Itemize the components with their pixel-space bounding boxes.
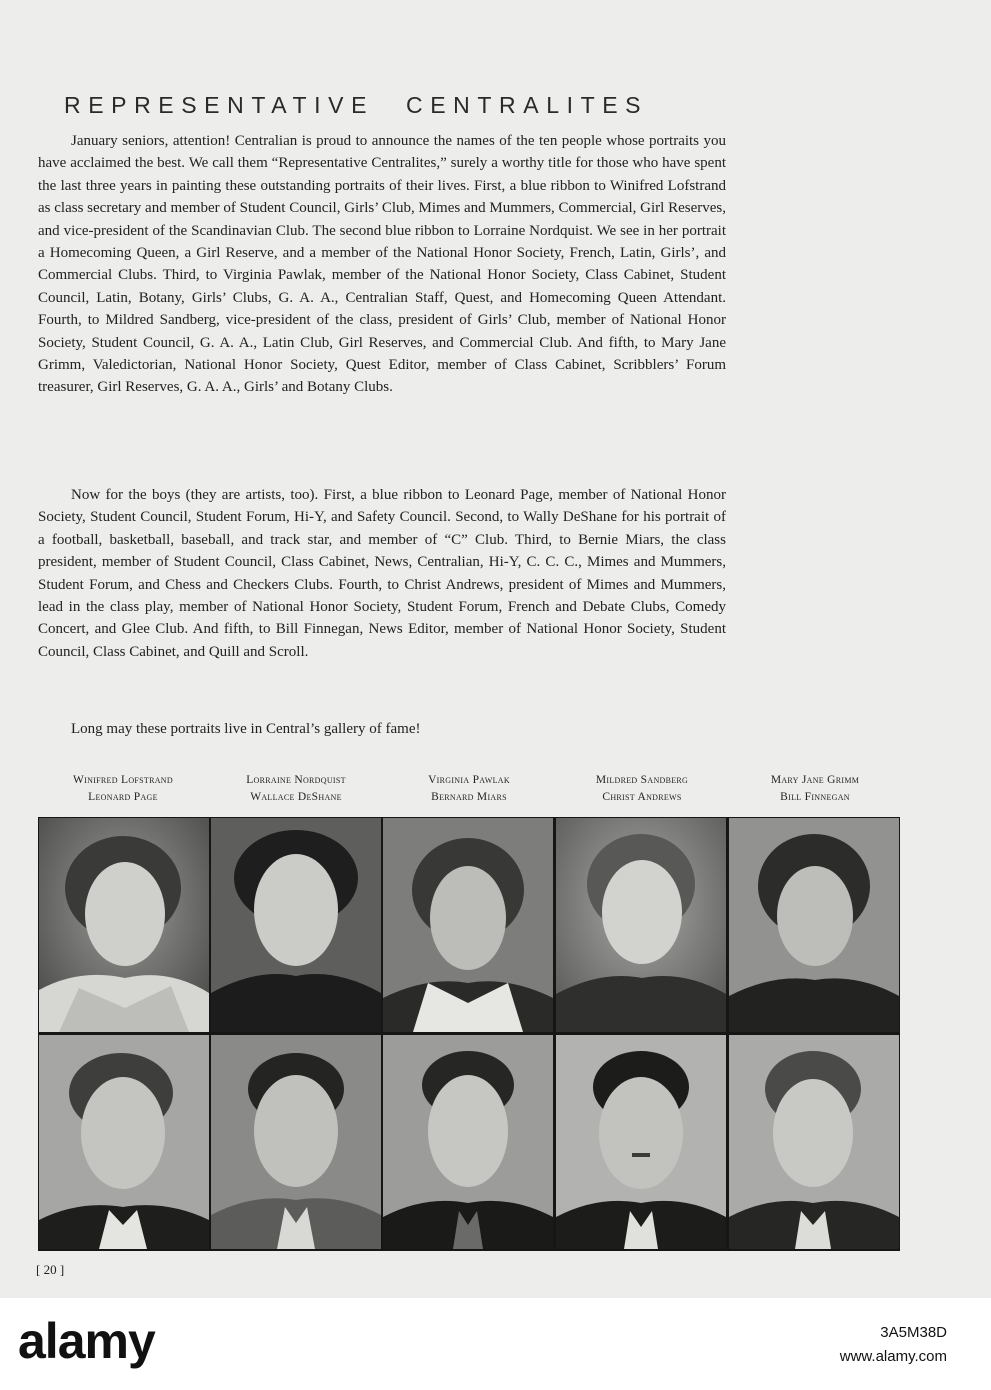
paragraph-closing: Long may these portraits live in Central’s gallery of fame! bbox=[71, 721, 421, 737]
caption-column-2 bbox=[210, 772, 382, 806]
stock-footer bbox=[0, 1298, 991, 1390]
portrait-winifred-lofstrand bbox=[39, 818, 209, 1032]
portrait-mary-jane-grimm bbox=[729, 818, 899, 1032]
caption-boy-name: Christ Andrews bbox=[602, 791, 682, 803]
caption-boy-name: Bill Finnegan bbox=[780, 791, 850, 803]
stock-logo: alamy bbox=[18, 1313, 155, 1369]
caption-column-3 bbox=[383, 772, 555, 806]
portrait-leonard-page bbox=[39, 1035, 209, 1249]
page-number: [ 20 ] bbox=[36, 1262, 65, 1277]
caption-girl-name: Mildred Sandberg bbox=[595, 774, 689, 786]
portrait-grid bbox=[38, 817, 900, 1251]
caption-girl-name: Lorraine Nordquist bbox=[246, 774, 346, 786]
paragraph-girls: January seniors, attention! Centralian is proud to announce the names of the ten people whose portraits you have acclaimed the best. We call them “Representative Centralites,” surely a worthy title for those who have spent the last three years in painting these outstanding portraits of their lives. First, a blue ribbon to Winifred Lofstrand as class secretary and member of Student Council, Girls’ Club, Mimes and Mummers, Commercial, Girl Reserves, and vice-president of the Scandinavian Club. The second blue ribbon to Lorraine Nordquist. We see in her portrait a Homecoming Queen, a Girl Reserve, and a member of the National Honor Society, French, Latin, Girls’, and Commercial Clubs. Third, to Virginia Pawlak, member of the National Honor Society, Class Cabinet, Student Council, Latin, Botany, Girls’ Clubs, G. A. A., Centralian Staff, Quest, and Homecoming Queen Attendant. Fourth, to Mildred Sandberg, vice-president of the class, president of Girls’ Club, member of National Honor Society, Student Council, G. A. A., Latin Club, Girl Reserves, and Commercial Club. And fifth, to Mary Jane Grimm, Valedictorian, National Honor Society, Quest Editor, member of Class Cabinet, Scribblers’ Forum treasurer, Girl Reserves, G. A. A., Girls’ and Botany Clubs. bbox=[38, 133, 726, 396]
caption-girl-name: Mary Jane Grimm bbox=[770, 774, 860, 786]
caption-boy-name: Bernard Miars bbox=[431, 791, 507, 803]
caption-column-5 bbox=[729, 772, 901, 806]
portrait-mildred-sandberg bbox=[556, 818, 726, 1032]
paragraph-boys: Now for the boys (they are artists, too). First, a blue ribbon to Leonard Page, member of National Honor Society, Student Council, Student Forum, Hi-Y, and Safety Council. Second, to Wally DeShane for his portrait of a football, basketball, baseball, and track star, and member of “C” Club. Third, to Bernie Miars, the class president, member of Student Council, Class Cabinet, News, Centralian, Hi-Y, C. C. C., Mimes and Mummers, Student Forum, and Chess and Checkers Clubs. Fourth, to Christ Andrews, president of Mimes and Mummers, lead in the class play, member of National Honor Society, Student Forum, French and Debate Clubs, Comedy Concert, and Glee Club. And fifth, to Bill Finnegan, News Editor, member of National Honor Society, Student Council, Class Cabinet, and Quill and Scroll. bbox=[38, 487, 726, 660]
portrait-lorraine-nordquist bbox=[211, 818, 381, 1032]
caption-column-1 bbox=[37, 772, 209, 806]
title-word-centralites: CENTRALITES bbox=[406, 92, 649, 118]
caption-boy-name: Wallace DeShane bbox=[250, 791, 342, 803]
caption-girl-name: Winifred Lofstrand bbox=[73, 774, 173, 786]
portrait-virginia-pawlak bbox=[383, 818, 553, 1032]
page-title bbox=[64, 92, 704, 119]
title-word-representative: REPRESENTATIVE bbox=[64, 92, 375, 118]
stock-image-id: 3A5M38D bbox=[880, 1324, 947, 1341]
caption-column-4 bbox=[556, 772, 728, 806]
stock-url: www.alamy.com bbox=[839, 1348, 947, 1365]
portrait-christ-andrews bbox=[556, 1035, 726, 1249]
caption-boy-name: Leonard Page bbox=[88, 791, 158, 803]
portrait-wallace-deshane bbox=[211, 1035, 381, 1249]
portrait-bill-finnegan bbox=[729, 1035, 899, 1249]
caption-girl-name: Virginia Pawlak bbox=[428, 774, 510, 786]
portrait-bernard-miars bbox=[383, 1035, 553, 1249]
